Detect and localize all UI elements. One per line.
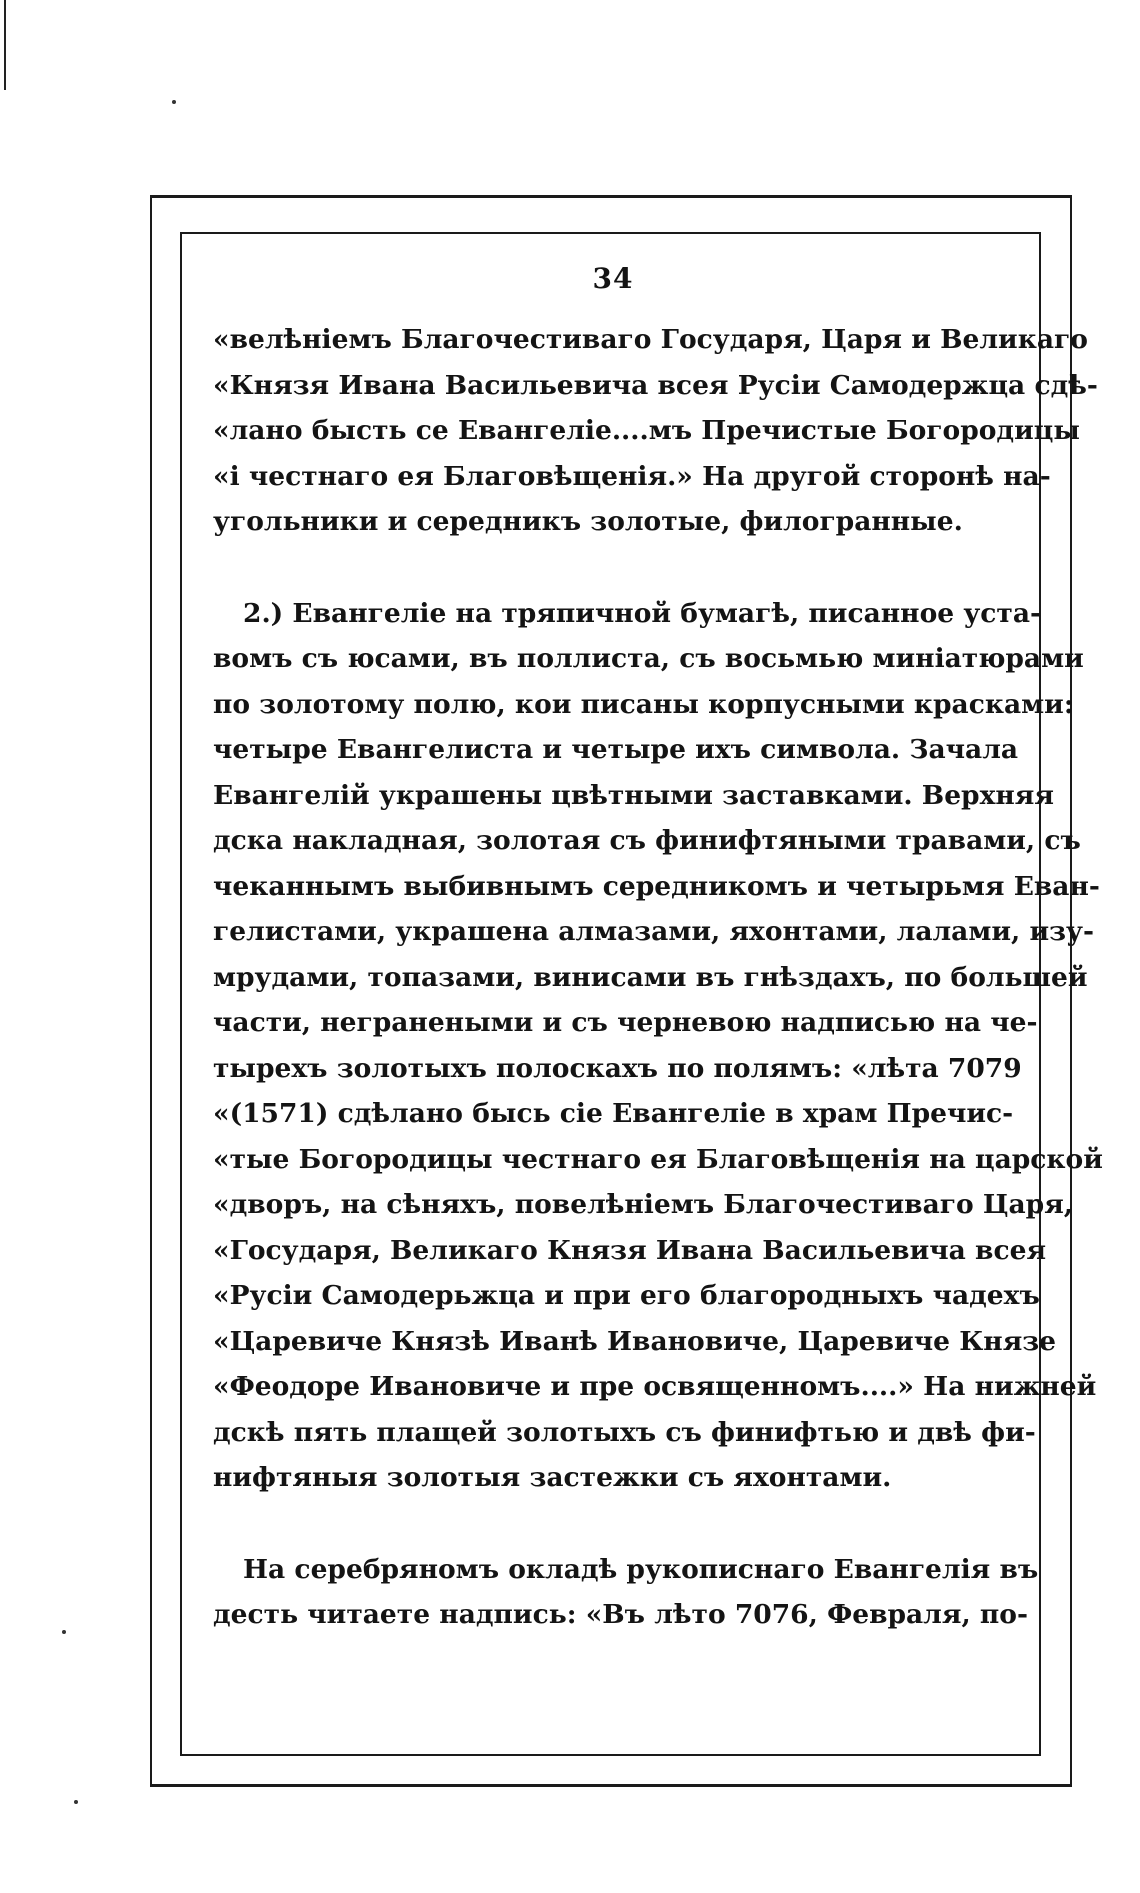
- text-line: «Феодоре Ивановиче и пре освященномъ....» На нижней: [213, 1371, 1097, 1402]
- outer-page-frame-left: [150, 195, 152, 1787]
- scan-speck: [62, 1630, 66, 1634]
- paragraph-3: [213, 1547, 1039, 1638]
- scan-speck: [74, 1800, 78, 1804]
- text-line: «Князя Ивана Васильевича всея Русiи Самодержца сдѣ-: [213, 369, 1098, 401]
- paragraph-1: [213, 317, 1098, 545]
- text-line: «велѣнiемъ Благочестиваго Государя, Царя и Великаго: [213, 324, 1088, 355]
- text-line: «Русiи Самодерьжца и при его благородныхъ чадехъ: [213, 1280, 1040, 1311]
- text-line: четыре Евангелиста и четыре ихъ символа. Зачала: [213, 734, 1019, 765]
- scan-speck: [172, 100, 176, 104]
- text-line: чеканнымъ выбивнымъ середникомъ и четырьмя Еван-: [213, 870, 1100, 902]
- text-line: «дворъ, на сѣняхъ, повелѣнiемъ Благочестиваго Царя,: [213, 1189, 1074, 1220]
- text-line: «Государя, Великаго Князя Ивана Васильевича всея: [213, 1234, 1047, 1266]
- text-line: тырехъ золотыхъ полоскахъ по полямъ: «лѣта 7079: [213, 1052, 1022, 1084]
- text-line: Евангелiй украшены цвѣтными заставками. Верхняя: [213, 779, 1054, 811]
- text-line: вомъ съ юсами, въ поллиста, съ восьмью миніатюрами: [213, 643, 1084, 674]
- page-number: 34: [592, 262, 634, 295]
- text-line: по золотому полю, кои писаны корпусными красками:: [213, 688, 1074, 720]
- text-line: десть читаете надпись: «Въ лѣто 7076, Февраля, по-: [213, 1599, 1028, 1630]
- text-line: дска накладная, золотая съ финифтяными травами, съ: [213, 825, 1081, 856]
- text-line: «(1571) сдѣлано бысь сiе Евангелiе в храм Пречис-: [213, 1098, 1014, 1129]
- text-line: нифтяныя золотыя застежки съ яхонтами.: [213, 1462, 892, 1493]
- page-content: [213, 262, 1103, 1638]
- text-line: гелистами, украшена алмазами, яхонтами, лалами, изу-: [213, 916, 1095, 947]
- text-line: части, негранеными и съ черневою надписью на че-: [213, 1007, 1038, 1038]
- paragraph-2: [213, 591, 1103, 1501]
- text-line: угольники и середникъ золотые, филогранные.: [213, 506, 963, 537]
- text-line: «тые Богородицы честнаго ея Благовѣщенiя на царской: [213, 1143, 1103, 1175]
- text-line: «лано бысть се Евангелiе....мъ Пречистые Богородицы: [213, 415, 1080, 446]
- text-line: «Царевиче Князѣ Иванѣ Ивановиче, Царевиче Князе: [213, 1325, 1057, 1357]
- scan-edge-line: [4, 0, 6, 90]
- text-line: мрудами, топазами, винисами въ гнѣздахъ, по большей: [213, 961, 1088, 993]
- text-line: дскѣ пять плащей золотыхъ съ финифтью и двѣ фи-: [213, 1416, 1036, 1448]
- text-line: 2.) Евангелiе на тряпичной бумагѣ, писанное уста-: [243, 597, 1042, 629]
- text-line: На серебряномъ окладѣ рукописнаго Евангелiя въ: [243, 1553, 1039, 1585]
- text-line: «i честнаго ея Благовѣщенiя.» На другой сторонѣ на-: [213, 460, 1051, 492]
